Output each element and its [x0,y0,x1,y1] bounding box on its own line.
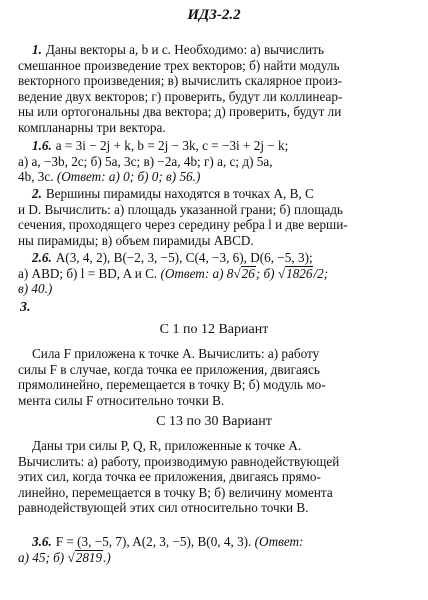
task-2-number: 2. [32,186,42,201]
task-2-line: 2. Вершины пирамиды находятся в точках A, B, C [32,186,314,201]
task-2-answer: (Ответ: а) 8√26; б) √1826/2; [160,265,329,281]
task-2-variant-line: в) 40.) [18,281,53,297]
task-1-variant-line: а) a, −3b, 2c; б) 5a, 3c; в) −2a, 4b; г) a, c; д) 5a, [18,153,273,169]
task-3-answer-label: (Ответ: [254,534,304,549]
sqrt-sign: √1826 [277,265,313,281]
task-3-variant-number: 3.6. [32,534,52,549]
task-1-number: 1. [32,42,42,57]
task-3-variant-line [18,550,414,566]
task-2-line: ны пирамиды; в) объем пирамиды ABCD. [18,232,254,248]
task-3-line: Сила F приложена к точке A. Вычислить: а) работу [32,346,320,361]
task-1-line: смешанное произведение трех векторов; б) найти модуль [18,57,340,73]
task-3-variant-b-statement [18,438,414,516]
task-3-line: мента силы F относительно точки B. [18,392,225,408]
task-1-answer: (Ответ: а) 0; б) 0; в) 56.) [56,169,201,185]
task-3-line: Вычислить: а) работу, производимую равнодействующей [18,453,340,469]
task-3-variant-a-statement [18,346,414,408]
task-1-line: векторного произведения; в) вычислить скалярное произ- [18,73,343,89]
task-1-variant-line: 4b, 3c. (Ответ: а) 0; б) 0; в) 56.) [18,169,201,185]
task-2-variant-line: 2.6. A(3, 4, 2), B(−2, 3, −5), C(4, −3, 6), D(6, −5, 3); [32,250,313,265]
task-3-line: прямолинейно, перемещается в точку B; б) модуль мо- [18,377,326,393]
task-3-variant-line: 3.6. F = (3, −5, 7), A(2, 3, −5), B(0, 4, 3). (Ответ: [32,534,304,549]
task-1-line: 1. Даны векторы a, b и c. Необходимо: а) вычислить [32,42,324,57]
sqrt-sign: √26 [233,265,255,281]
task-2-line: сечения, проходящего через середину ребра l и две верши- [18,217,348,233]
variant-heading-1-12: С 1 по 12 Вариант [159,322,269,337]
task-2-variant-number: 2.6. [32,250,52,265]
task-1-variant-number: 1.6. [32,138,52,153]
task-3-line: Даны три силы P, Q, R, приложенные к точке A. [32,438,302,453]
task-1-variant-line: 1.6. a = 3i − 2j + k, b = 2j − 3k, c = −3i + 2j − k; [32,138,289,153]
task-2-variant-line: а) ABD; б) l = BD, A и C. (Ответ: а) 8√26; б) √1826/2; [18,265,329,281]
task-1-line: компланарны три вектора. [18,119,166,135]
task-1-line: ны или ортогональны два вектора; д) проверить, будут ли [18,104,342,120]
task-1-line: ведение двух векторов; г) проверить, будут ли коллинеар- [18,88,343,104]
task-3-line: силы F в случае, когда точка ее приложения, двигаясь [18,361,320,377]
task-3-line: линейно, перемещается в точку B; б) величину момента [18,484,333,500]
variant-heading-13-30: С 13 по 30 Вариант [156,414,272,429]
sqrt-sign: √2819 [67,549,103,565]
task-2-line: и D. Вычислить: а) площадь указанной грани; б) площадь [18,201,343,217]
task-2-variant [18,250,414,297]
task-3-line: равнодействующей этих сил относительно точки B. [18,500,309,516]
task-2-statement [18,186,414,248]
page-title: ИДЗ-2.2 [187,7,241,23]
task-3-answer: а) 45; б) √2819.) [18,549,111,565]
task-3-number: 3. [20,300,31,315]
task-3-variant [18,534,414,565]
task-1-variant [18,138,414,185]
task-1-statement [18,42,414,136]
task-3-line: этих сил, когда точка ее приложения, двигаясь прямо- [18,469,321,485]
